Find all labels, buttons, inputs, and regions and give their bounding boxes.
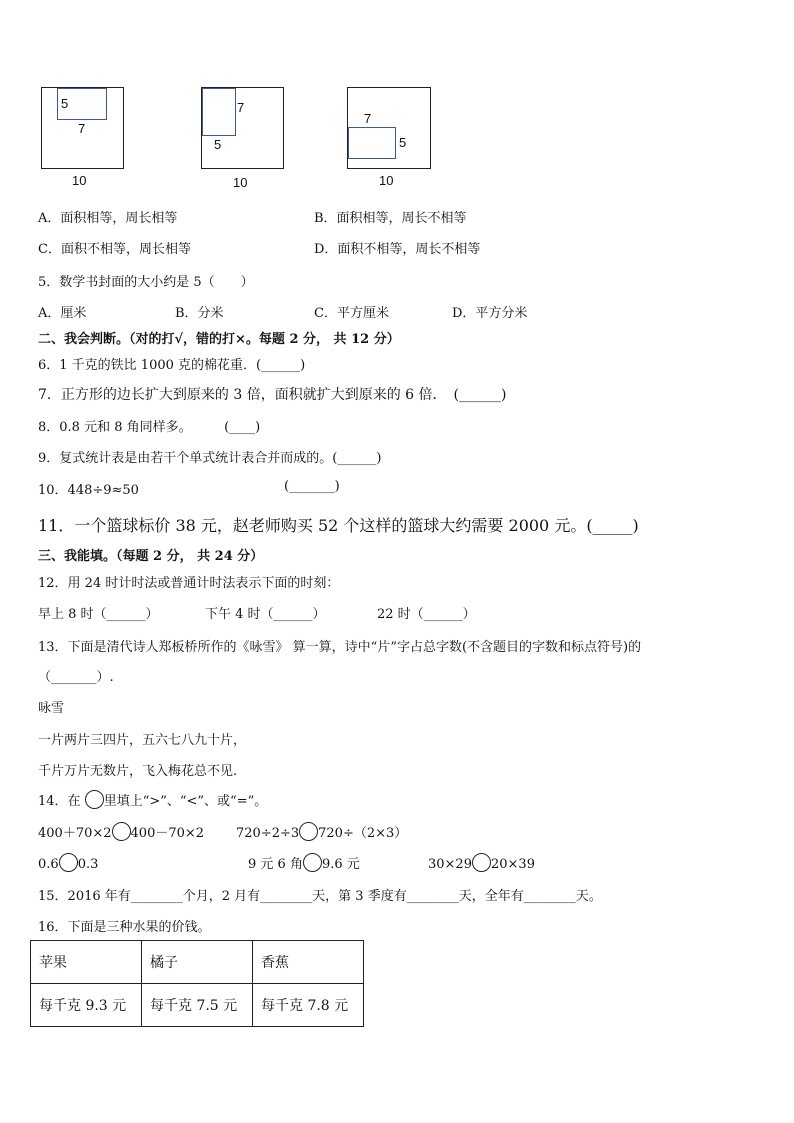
q14-item-3	[38, 853, 98, 872]
outer-side-label: 10	[379, 173, 394, 188]
answer-circle-icon[interactable]	[472, 853, 491, 872]
inner-width-label: 7	[78, 121, 86, 136]
q11: 11．一个篮球标价 38 元，赵老师购买 52 个这样的篮球大约需要 2000 元。(_____)	[38, 516, 639, 535]
q14-item-left: 9 元 6 角	[248, 857, 303, 872]
q14-item-right: 720÷（2×3）	[318, 826, 408, 841]
table-row	[31, 941, 364, 984]
q7: 7．正方形的边长扩大到原来的 3 倍，面积就扩大到原来的 6 倍． (______)	[38, 387, 507, 403]
q12-stem: 12．用 24 时计时法或普通计时法表示下面的时刻：	[38, 576, 340, 591]
q14-item-2	[236, 822, 407, 841]
poem-title: 咏雪	[38, 701, 65, 716]
comparison-circle-icon	[85, 790, 104, 809]
q6: 6．1 千克的铁比 1000 克的棉花重．(______)	[38, 358, 306, 373]
inner-width-label: 7	[364, 111, 372, 126]
q10-blank: (_______)	[284, 479, 340, 494]
q14-stem	[38, 790, 267, 809]
inner-height-label: 5	[61, 96, 69, 111]
q8: 8．0.8 元和 8 角同样多。 (____)	[38, 420, 261, 435]
q14-item-right: 20×39	[490, 857, 535, 872]
q9: 9．复式统计表是由若干个单式统计表合并而成的。(______)	[38, 451, 382, 466]
q5-stem: 5．数学书封面的大小约是 5（ ）	[38, 275, 254, 290]
q14-item-1	[38, 822, 204, 841]
inner-height-label: 7	[237, 100, 245, 115]
q5-option-d: D．平方分米	[452, 306, 528, 321]
q4-option-b: B．面积相等，周长不相等	[314, 211, 467, 226]
table-cell: 每千克 9.3 元	[31, 984, 142, 1027]
answer-circle-icon[interactable]	[59, 853, 78, 872]
q4-option-a: A．面积相等，周长相等	[38, 211, 178, 226]
q14-item-5	[428, 853, 535, 872]
table-cell: 苹果	[31, 941, 142, 984]
outer-side-label: 10	[72, 173, 87, 188]
inner-rectangle	[202, 88, 236, 136]
inner-height-label: 5	[399, 135, 407, 150]
q14-item-left: 400＋70×2	[38, 826, 112, 841]
q14-item-right: 9.6 元	[321, 857, 360, 872]
q14-item-left: 0.6	[38, 857, 59, 872]
answer-circle-icon[interactable]	[112, 822, 131, 841]
q4-option-c: C．面积不相等，周长相等	[38, 242, 191, 257]
q5-option-c: C．平方厘米	[314, 306, 389, 321]
q12-a: 早上 8 时（______）	[38, 607, 159, 622]
q4-option-d: D．面积不相等，周长不相等	[314, 242, 481, 257]
fruit-price-table	[30, 940, 364, 1027]
q15: 15．2016 年有________个月，2 月有________天，第 3 季度有________天，全年有________天。	[38, 889, 602, 904]
inner-rectangle	[348, 127, 396, 159]
q5-option-a: A．厘米	[38, 306, 87, 321]
q12-c: 22 时（______）	[377, 607, 476, 622]
table-cell: 每千克 7.8 元	[253, 984, 364, 1027]
poem-line-2: 千片万片无数片，飞入梅花总不见.	[38, 764, 238, 779]
section2-heading: 二、我会判断。（对的打√，错的打×。每题 2 分， 共 12 分）	[38, 332, 400, 347]
q13-stem: 13．下面是清代诗人郑板桥所作的《咏雪》 算一算，诗中“片”字占总字数(不含题目的字数和标点符号)的	[38, 640, 642, 655]
answer-circle-icon[interactable]	[299, 822, 318, 841]
q14-item-right: 400－70×2	[130, 826, 205, 841]
answer-circle-icon[interactable]	[303, 853, 322, 872]
q14-stem-prefix: 14．在	[38, 794, 85, 809]
q10-stem: 10．448÷9≈50	[38, 483, 139, 498]
q14-item-4	[248, 853, 360, 872]
q14-item-left: 30×29	[428, 857, 472, 872]
q12-b: 下午 4 时（______）	[205, 607, 326, 622]
inner-width-label: 5	[214, 137, 222, 152]
section3-heading: 三、我能填。（每题 2 分， 共 24 分）	[38, 549, 264, 564]
q14-item-right: 0.3	[77, 857, 99, 872]
table-cell: 香蕉	[253, 941, 364, 984]
table-row	[31, 984, 364, 1027]
q16-stem: 16．下面是三种水果的价钱。	[38, 920, 211, 935]
poem-line-1: 一片两片三四片，五六七八九十片，	[38, 733, 247, 748]
q14-stem-suffix: 里填上“>”、“<”、或“=”。	[103, 794, 268, 809]
outer-side-label: 10	[233, 175, 248, 190]
table-cell: 每千克 7.5 元	[142, 984, 253, 1027]
q13-blank: （_______）.	[38, 670, 114, 685]
q14-item-left: 720÷2÷3	[236, 826, 300, 841]
q5-option-b: B．分米	[175, 306, 224, 321]
table-cell: 橘子	[142, 941, 253, 984]
